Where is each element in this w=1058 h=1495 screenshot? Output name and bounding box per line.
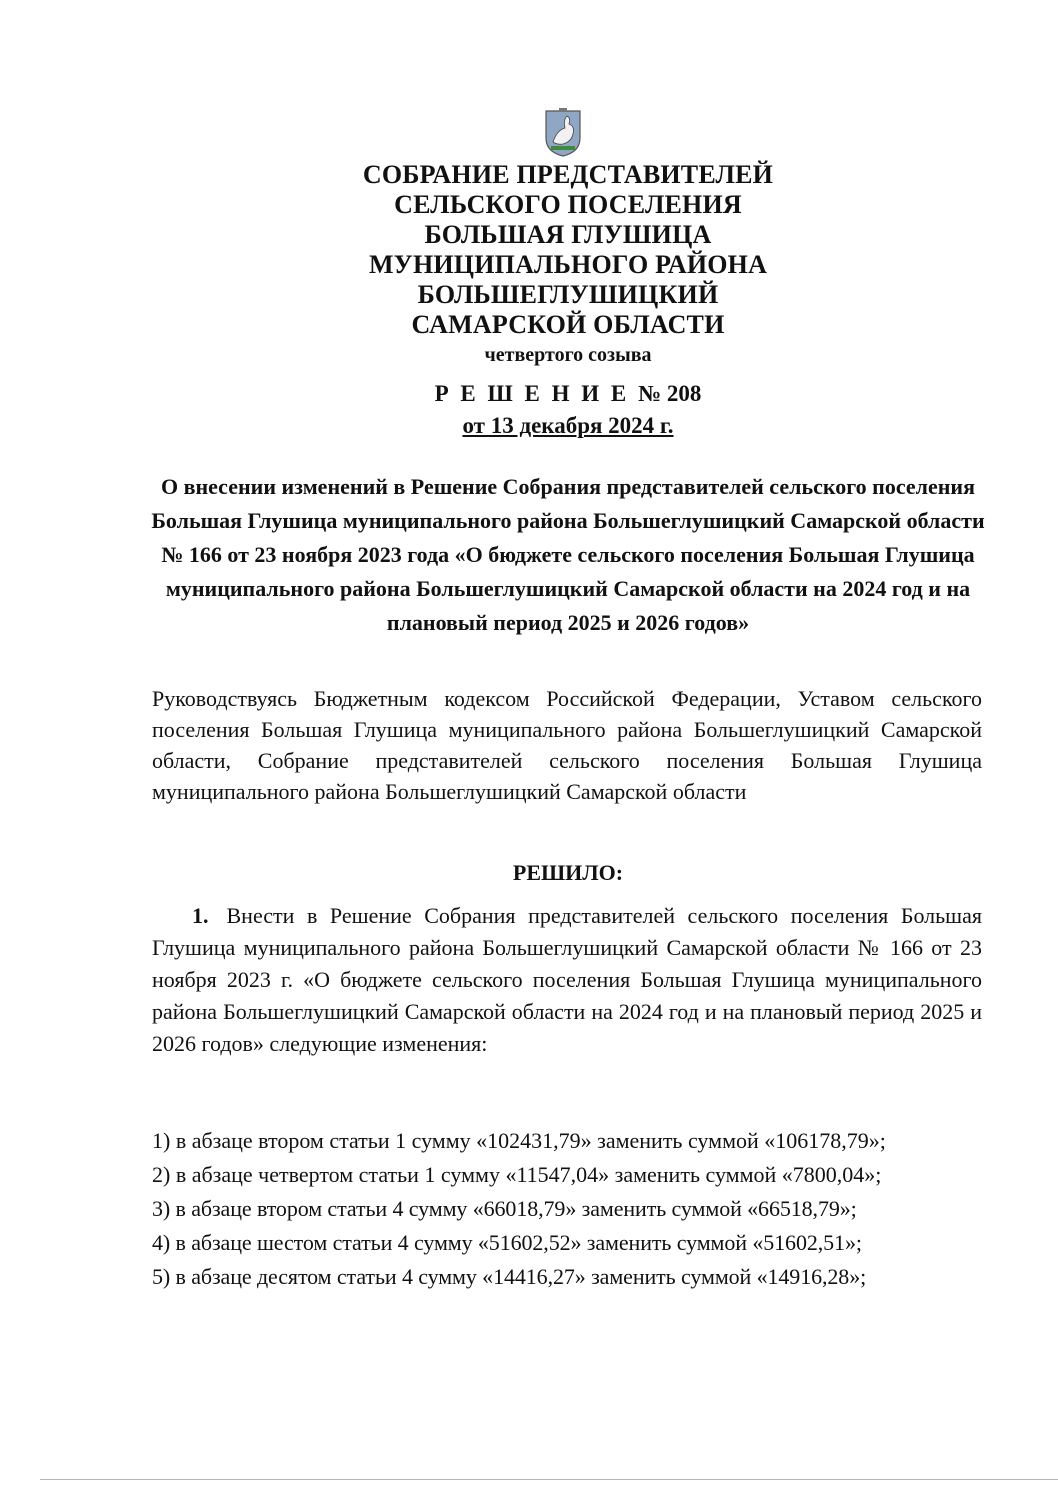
clause-number: 1. bbox=[192, 903, 209, 928]
list-item: 1) в абзаце втором статьи 1 сумму «102431,79» заменить суммой «106178,79»; bbox=[152, 1128, 886, 1153]
list-item: 5) в абзаце десятом статьи 4 сумму «14416,27» заменить суммой «14916,28»; bbox=[152, 1264, 867, 1289]
header-line: БОЛЬШАЯ ГЛУШИЦА bbox=[424, 220, 712, 249]
header-line: СОБРАНИЕ ПРЕДСТАВИТЕЛЕЙ bbox=[362, 160, 774, 189]
header-line: САМАРСКОЙ ОБЛАСТИ bbox=[411, 310, 725, 339]
list-item: 4) в абзаце шестом статьи 4 сумму «51602,52» заменить суммой «51602,51»; bbox=[152, 1230, 862, 1255]
list-item: 2) в абзаце четвертом статьи 1 сумму «11547,04» заменить суммой «7800,04»; bbox=[152, 1162, 882, 1187]
header-line: МУНИЦИПАЛЬНОГО РАЙОНА bbox=[368, 250, 768, 279]
page-bottom-divider bbox=[40, 1479, 1058, 1480]
header-line: БОЛЬШЕГЛУШИЦКИЙ bbox=[417, 280, 719, 309]
decision-date: от 13 декабря 2024 г. bbox=[462, 413, 674, 438]
resolved-heading: РЕШИЛО: bbox=[512, 860, 624, 885]
coat-of-arms-emblem bbox=[543, 108, 583, 158]
changes-list bbox=[152, 1125, 982, 1295]
clause-text: Внести в Решение Собрания представителей сельского поселения Большая Глушица муниципального района Большеглушицкий Самарской области № 166 от 23 ноября 2023 г. «О бюджете сельского поселения Большая Глушица муниципального района Большеглушицкий Самарской области на 2024 год и на плановый период 2025 и 2026 годов» следующие изменения: bbox=[152, 903, 982, 1056]
list-item: 3) в абзаце втором статьи 4 сумму «66018,79» заменить суммой «66518,79»; bbox=[152, 1196, 857, 1221]
decision-number bbox=[0, 378, 1058, 410]
decision-number-value: № 208 bbox=[637, 381, 702, 406]
decision-heading bbox=[0, 378, 1058, 442]
header-line: СЕЛЬСКОГО ПОСЕЛЕНИЯ bbox=[394, 190, 742, 219]
decision-subject-title: О внесении изменений в Решение Собрания представителей сельского поселения Большая Глушица муниципального района Большеглушицкий Самарской области № 166 от 23 ноября 2023 года «О бюджете сельского поселения Большая Глушица муниципального района Большеглушицкий Самарской области на 2024 год и на плановый период 2025 и 2026 годов» bbox=[151, 474, 985, 635]
preamble-paragraph: Руководствуясь Бюджетным кодексом Российской Федерации, Уставом сельского поселения Большая Глушица муниципального района Большеглушицкий Самарской области, Собрание представителей сельского поселения Большая Глушица муниципального района Большеглушицкий Самарской области bbox=[152, 686, 982, 804]
issuing-body-header bbox=[0, 160, 1058, 370]
clause-1 bbox=[152, 900, 982, 1060]
decision-word: Р Е Ш Е Н И Е bbox=[434, 381, 630, 406]
convocation-label: четвертого созыва bbox=[484, 344, 652, 366]
